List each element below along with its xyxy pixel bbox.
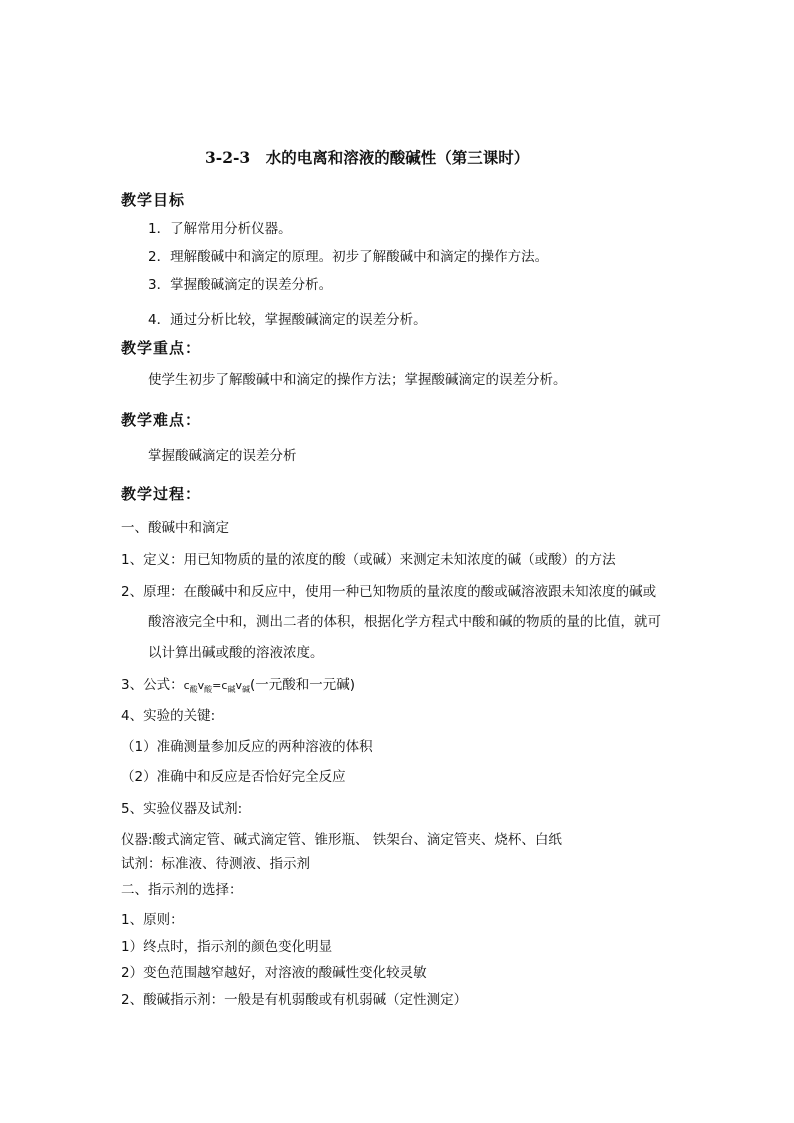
key-item: （2）准确中和反应是否恰好完全反应: [121, 769, 346, 785]
reagents-text: 试剂：标准液、待测液、指示剂: [121, 856, 310, 872]
section-heading: 二、指示剂的选择：: [121, 882, 243, 898]
key-heading: 4、实验的关键:: [121, 708, 216, 724]
formula-c-base: =c: [212, 679, 228, 692]
formula-note: (一元酸和一元碱): [249, 677, 355, 693]
objective-item: 2．理解酸碱中和滴定的原理。初步了解酸碱中和滴定的操作方法。: [148, 249, 549, 265]
rule-item: 2）变色范围越窄越好，对溶液的酸碱性变化较灵敏: [121, 965, 427, 981]
key-points-text: 使学生初步了解酸碱中和滴定的操作方法；掌握酸碱滴定的误差分析。: [148, 372, 567, 388]
indicator-text: 2、酸碱指示剂：一般是有机弱酸或有机弱碱（定性测定）: [121, 992, 468, 1008]
key-item: （1）准确测量参加反应的两种溶液的体积: [121, 739, 373, 755]
formula-subscript: 酸: [204, 685, 213, 694]
page-title: 3-2-3 水的电离和溶液的酸碱性（第三课时）: [205, 148, 530, 167]
principle-heading: 1、原则：: [121, 912, 184, 928]
instruments-text: 仪器:酸式滴定管、碱式滴定管、锥形瓶、 铁架台、滴定管夹、烧杯、白纸: [121, 832, 562, 848]
objective-item: 3．掌握酸碱滴定的误差分析。: [148, 277, 333, 293]
formula-c-acid: c: [183, 679, 190, 692]
objective-item: 1．了解常用分析仪器。: [148, 221, 292, 237]
rule-item: 1）终点时，指示剂的颜色变化明显: [121, 939, 333, 955]
formula-prefix: 3、公式：: [121, 677, 184, 693]
formula-subscript: 酸: [189, 685, 198, 694]
definition-text: 1、定义：用已知物质的量的浓度的酸（或碱）来测定未知浓度的碱（或酸）的方法: [121, 552, 616, 568]
formula-line: [121, 675, 355, 700]
process-heading: 教学过程：: [121, 485, 202, 503]
difficulties-text: 掌握酸碱滴定的误差分析: [148, 448, 297, 464]
formula-v-base: v: [235, 679, 242, 692]
principle-text: 2、原理：在酸碱中和反应中，使用一种已知物质的量浓度的酸或碱溶液跟未知浓度的碱或: [121, 584, 657, 600]
key-points-heading: 教学重点：: [121, 339, 202, 357]
instruments-heading: 5、实验仪器及试剂:: [121, 801, 243, 817]
formula-subscript: 碱: [227, 685, 236, 694]
formula-v-acid: v: [197, 679, 205, 692]
formula-subscript: 碱: [241, 685, 250, 694]
objective-item: 4．通过分析比较，掌握酸碱滴定的误差分析。: [148, 312, 427, 328]
section-heading: 一、酸碱中和滴定: [121, 520, 229, 536]
objectives-heading: 教学目标: [121, 191, 186, 209]
difficulties-heading: 教学难点：: [121, 411, 202, 429]
principle-text: 酸溶液完全中和，测出二者的体积，根据化学方程式中酸和碱的物质的量的比值，就可: [148, 614, 661, 630]
principle-text: 以计算出碱或酸的溶液浓度。: [148, 645, 324, 661]
